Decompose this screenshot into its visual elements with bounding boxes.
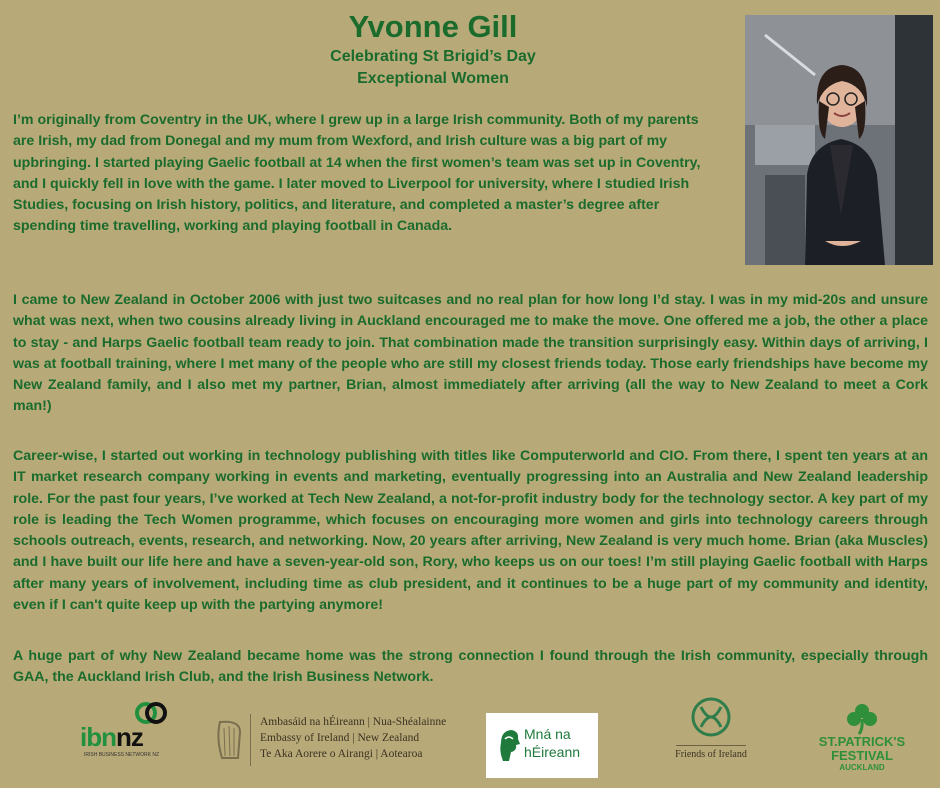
profile-head-icon — [495, 727, 521, 763]
portrait-photo-icon — [745, 15, 933, 265]
header — [0, 8, 866, 90]
paragraph-career: Career-wise, I started out working in technology publishing with titles like Computerworld and CIO. From there, I spent ten years at an IT market research company working in events and marketing, eventually progressing into an Australia and New Zealand leadership role. For the past four years, I’ve worked at Tech New Zealand, a not-for-profit industry body for the technology sector. A key part of my role is leading the Tech Women programme, which focuses on encouraging more women and girls into technology careers through schools outreach, events, research, and networking. Now, 20 years after arriving, New Zealand is very much home. Brian (aka Muscles) and I have built our life here and have a seven-year-old son, Rory, who keeps us on our toes! I’m still playing Gaelic football with Harps after many years of involvement, including time as club president, and it continues to be a huge part of my community and identity, even if I can't quite keep up with the partying anymore! — [13, 448, 928, 614]
embassy-text — [260, 714, 446, 762]
embassy-line-english: Embassy of Ireland | New Zealand — [260, 732, 420, 744]
ibnnz-logo — [80, 700, 170, 766]
spf-line3: AUCKLAND — [839, 763, 885, 772]
friends-label: Friends of Ireland — [675, 749, 747, 760]
embassy-divider — [250, 714, 251, 766]
st-patricks-festival-logo — [812, 703, 912, 778]
mna-wordmark — [524, 725, 580, 761]
portrait-photo — [745, 15, 933, 265]
embassy-line-maori: Te Aka Aorere o Airangi | Aotearoa — [260, 748, 423, 760]
paragraph-background: I’m originally from Coventry in the UK, where I grew up in a large Irish community. Both of my parents are Irish, my dad from Donegal and my mum from Wexford, and Irish culture was a big part of my upbringing. I started playing Gaelic football at 14 when the first women’s team was set up in Coventry, and I quickly fell in love with the game. I later moved to Liverpool for university, where I studied Irish Studies, focusing on Irish history, politics, and literature, and completed a master’s degree after spending time travelling, working and playing football in Canada. — [13, 112, 701, 235]
friends-divider — [676, 745, 746, 746]
embassy-logo — [214, 712, 454, 768]
mna-na-heireann-logo — [486, 713, 598, 778]
celtic-knot-icon — [687, 693, 735, 741]
shamrock-icon — [845, 703, 879, 735]
mna-line1: Mná na — [524, 726, 571, 742]
embassy-line-irish: Ambasáid na hÉireann | Nua-Shéalainne — [260, 716, 447, 728]
page-title: Yvonne Gill — [348, 9, 518, 44]
spf-line1: ST.PATRICK'S — [818, 734, 906, 749]
subtitle-occasion: Celebrating St Brigid’s Day — [330, 48, 536, 65]
ibnnz-tagline: IRISH BUSINESS NETWORK NZ — [84, 752, 160, 758]
paragraph-arrival: I came to New Zealand in October 2006 with just two suitcases and no real plan for how long I’d stay. I was in my mid-20s and unsure what was next, when two cousins already living in Auckland encouraged me to make the move. One offered me a job, the other a place to stay - and Harps Gaelic football team ready to join. That combination made the transition surprisingly easy. Within days of arriving, I was at football training, where I met many of the people who are still my closest friends today. Those early friendships have become my New Zealand family, and I also met my partner, Brian, almost immediately after arriving (all the way to New Zealand to meet a Cork man!) — [13, 292, 928, 415]
subtitle-category: Exceptional Women — [357, 70, 509, 87]
paragraph-community: A huge part of why New Zealand became home was the strong connection I found through the Irish community, especially through GAA, the Auckland Irish Club, and the Irish Business Network. — [13, 648, 928, 686]
ibnnz-wordmark: ibnnz — [80, 722, 143, 752]
harp-icon — [214, 718, 244, 762]
friends-of-ireland-logo — [666, 693, 756, 773]
spf-line2: FESTIVAL — [831, 748, 893, 763]
mna-line2: hÉireann — [524, 744, 581, 760]
